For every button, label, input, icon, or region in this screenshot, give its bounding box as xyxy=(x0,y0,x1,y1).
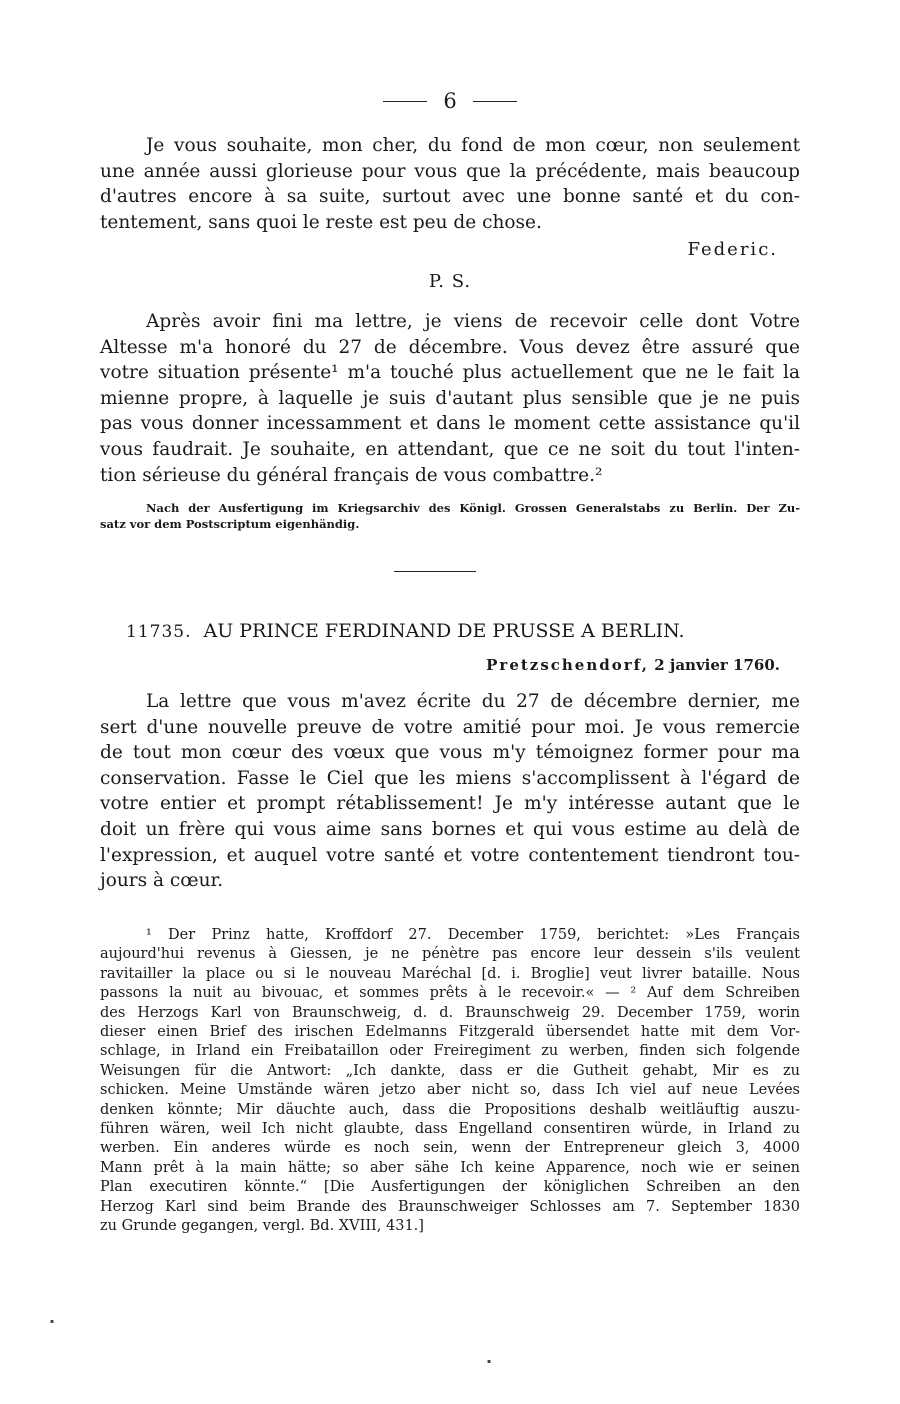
page-number: 6 xyxy=(443,89,457,113)
text-line: Altesse m'a honoré du 27 de décembre. Vous devez être assuré que xyxy=(100,336,800,358)
letter-body xyxy=(100,689,800,894)
postscript-heading: P. S. xyxy=(428,271,472,292)
letter-heading xyxy=(126,620,826,642)
text-line: mienne propre, à laquelle je suis d'autant plus sensible que je ne puis xyxy=(100,387,800,409)
footnote-line: aujourd'hui revenus à Giessen, je ne pénètre pas encore leur dessein s'ils veulent xyxy=(100,946,800,963)
text-line: l'expression, et auquel votre santé et votre contentement tiendront tou- xyxy=(100,844,800,866)
footnote-line: ¹ Der Prinz hatte, Kroffdorf 27. December 1759, berichtet: »Les Français xyxy=(146,927,800,943)
footnote-line: führen wären, weil Ich nicht glaubte, dass Engelland consentiren würde, in Irland zu xyxy=(100,1121,800,1138)
footnote-line: zu Grunde gegangen, vergl. Bd. XVIII, 431.] xyxy=(100,1218,424,1235)
footnote-line: Weisungen für die Antwort: „Ich dankte, dass er die Gutheit gehabt, Mir es zu xyxy=(100,1062,800,1079)
text-line: Après avoir fini ma lettre, je viens de recevoir celle dont Votre xyxy=(146,311,800,332)
text-line: sert d'une nouvelle preuve de votre amitié pour moi. Je vous remercie xyxy=(100,716,800,738)
header-rule-right xyxy=(473,101,517,102)
footnote-line: passons la nuit au bivouac, et sommes prêts à le recevoir.« — ² Auf dem Schreiben xyxy=(100,985,800,1002)
footnote-line: Herzog Karl sind beim Brande des Braunschweiger Schlosses am 7. September 1830 xyxy=(100,1198,800,1215)
dateline-place: Pretzschendorf, xyxy=(486,656,649,674)
footnote-line: schicken. Meine Umstände wären jetzo aber nicht so, dass Ich viel auf neue Levées xyxy=(100,1082,800,1099)
text-line: jours à cœur. xyxy=(100,870,224,892)
text-line: de tout mon cœur des vœux que vous m'y témoignez former pour ma xyxy=(100,742,800,764)
text-line: conservation. Fasse le Ciel que les miens s'accomplissent à l'égard de xyxy=(100,767,800,789)
text-line: tion sérieuse du général français de vous combattre.² xyxy=(100,464,603,486)
footnote-line: denken könnte; Mir däuchte auch, dass die Propositions deshalb weitläuftig auszu- xyxy=(100,1101,800,1118)
dateline xyxy=(486,656,780,674)
text-line: d'autres encore à sa suite, surtout avec une bonne santé et du con- xyxy=(100,186,800,208)
scan-speck: ▪ xyxy=(487,1358,492,1365)
postscript-paragraph xyxy=(100,309,800,488)
footnotes xyxy=(100,926,800,1237)
dateline-date: 2 janvier 1760. xyxy=(654,656,780,674)
header-rule-left xyxy=(383,101,427,102)
footnote-line: schlage, in Irland ein Freibataillon oder Freiregiment zu werben, finden sich folgende xyxy=(100,1043,800,1060)
letter-number: 11735. xyxy=(126,622,192,642)
page-header xyxy=(0,86,900,116)
signature: Federic. xyxy=(687,239,778,260)
text-line: La lettre que vous m'avez écrite du 27 de décembre dernier, me xyxy=(146,691,800,712)
text-line: votre entier et prompt rétablissement! Je m'y intéresse autant que le xyxy=(100,793,800,815)
text-line: une année aussi glorieuse pour vous que la précédente, mais beaucoup xyxy=(100,160,800,182)
text-line: satz vor dem Postscriptum eigenhändig. xyxy=(100,517,360,531)
scan-speck: ▪ xyxy=(50,1318,55,1325)
text-line: Nach der Ausfertigung im Kriegsarchiv des Königl. Grossen Generalstabs zu Berlin. Der Zu- xyxy=(146,501,800,515)
footnote-line: werben. Ein anderes würde es noch sein, wenn der Entrepreneur gleich 3, 4000 xyxy=(100,1140,800,1157)
footnote-line: Plan executiren könnte.“ [Die Ausfertigungen der königlichen Schreiben an den xyxy=(100,1179,800,1196)
text-line: pas vous donner incessamment et dans le moment cette assistance qu'il xyxy=(100,413,800,435)
letter-title: AU PRINCE FERDINAND DE PRUSSE A BERLIN. xyxy=(203,620,685,642)
text-line: votre situation présente¹ m'a touché plus actuellement que ne le fait la xyxy=(100,362,800,384)
text-line: vous faudrait. Je souhaite, en attendant, que ce ne soit du tout l'inten- xyxy=(100,438,800,460)
footnote-line: ravitailler la place ou si le nouveau Maréchal [d. i. Broglie] veut livrer bataille. Nous xyxy=(100,965,800,982)
footnote-line: Mann prêt à la main hätte; so aber sähe Ich keine Apparence, noch wie er seinen xyxy=(100,1159,800,1176)
footnote-line: dieser einen Brief des irischen Edelmanns Fitzgerald übersendet hatte mit dem Vor- xyxy=(100,1024,800,1041)
footnote-line: des Herzogs Karl von Braunschweig, d. d. Braunschweig 29. December 1759, worin xyxy=(100,1004,800,1021)
source-note xyxy=(100,500,800,532)
section-separator xyxy=(394,571,476,572)
letter1-closing-paragraph xyxy=(100,133,800,235)
text-line: doit un frère qui vous aime sans bornes et qui vous estime au delà de xyxy=(100,818,800,840)
text-line: Je vous souhaite, mon cher, du fond de mon cœur, non seulement xyxy=(146,135,800,156)
text-line: tentement, sans quoi le reste est peu de chose. xyxy=(100,211,542,233)
